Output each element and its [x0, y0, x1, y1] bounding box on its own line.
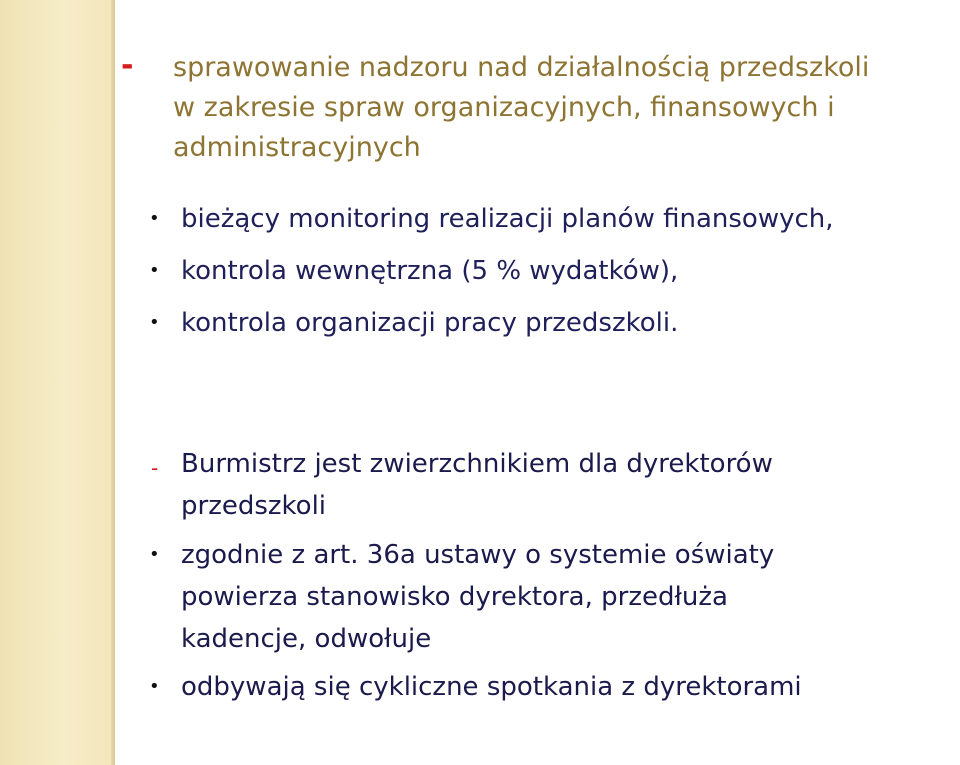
- section1-heading-line-2: w zakresie spraw organizacyjnych, finansowych i: [173, 92, 835, 123]
- section1-bullet-glyph-2: •: [149, 260, 160, 281]
- section2-bullet-1-line-1: zgodnie z art. 36a ustawy o systemie oświaty: [181, 540, 775, 570]
- section1-marker: -: [121, 48, 134, 83]
- section2-heading-line-2: przedszkoli: [181, 491, 327, 521]
- section1-bullet-text-3: kontrola organizacji pracy przedszkoli.: [181, 308, 679, 338]
- section2-heading-line-1: Burmistrz jest zwierzchnikiem dla dyrektorów: [181, 449, 773, 479]
- section2-bullet-1-line-2: powierza stanowisko dyrektora, przedłuża: [181, 582, 728, 612]
- section2-bullet-1-line-3: kadencje, odwołuje: [181, 624, 432, 654]
- slide-content: [115, 0, 960, 765]
- section1-heading-line-1: sprawowanie nadzoru nad działalnością przedszkoli: [173, 52, 870, 83]
- section1-bullet-text-1: bieżący monitoring realizacji planów finansowych,: [181, 204, 834, 234]
- section2-bullet-glyph-1: •: [149, 544, 160, 565]
- section2-bullet-2-line-1: odbywają się cykliczne spotkania z dyrektorami: [181, 672, 802, 702]
- section2-bullet-glyph-2: •: [149, 676, 160, 697]
- section1-heading-line-3: administracyjnych: [173, 132, 421, 163]
- section2-marker: -: [151, 456, 159, 480]
- section1-bullet-glyph-3: •: [149, 312, 160, 333]
- decorative-side-strip: [0, 0, 115, 765]
- section1-bullet-glyph-1: •: [149, 208, 160, 229]
- section1-bullet-text-2: kontrola wewnętrzna (5 % wydatków),: [181, 256, 679, 286]
